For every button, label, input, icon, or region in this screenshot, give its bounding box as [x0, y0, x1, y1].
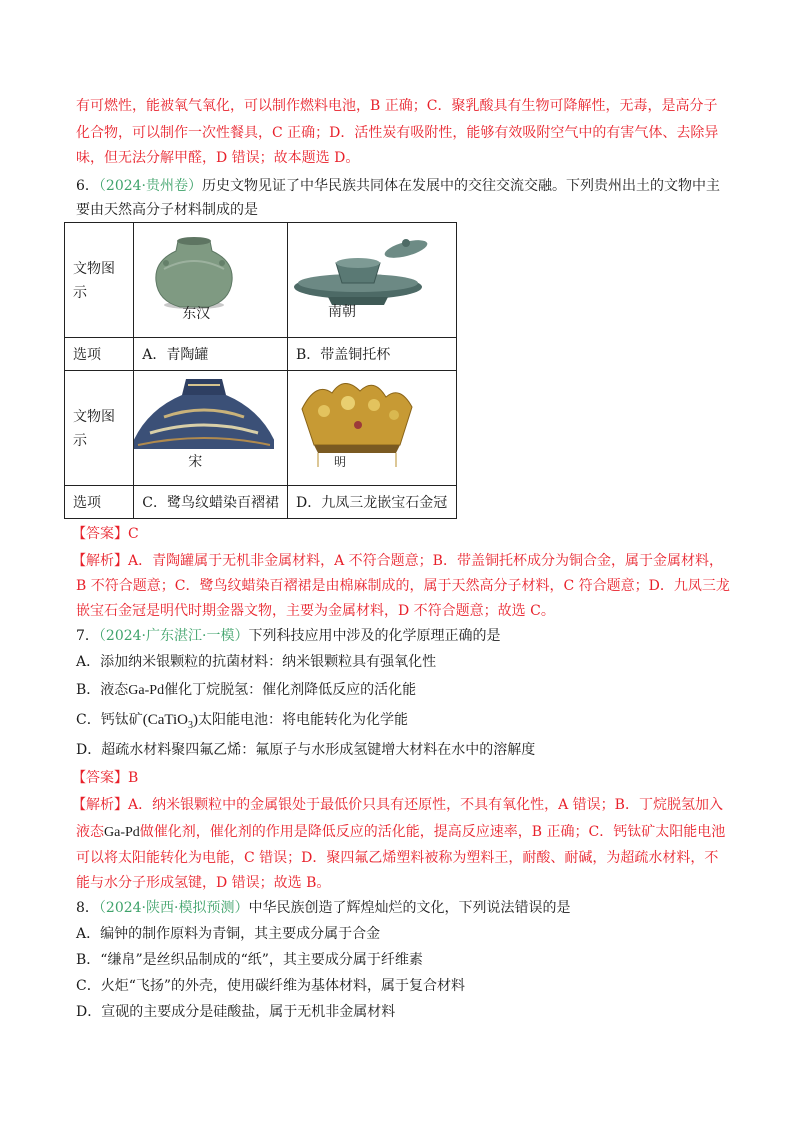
q6-image-label-cell-2: [65, 371, 134, 486]
q7-explanation-text-1: A．纳米银颗粒中的金属银处于最低价只具有还原性，不具有氧化性，A 错误；B．丁烷脱氢加入: [128, 797, 723, 813]
gold-crown-image: [288, 371, 456, 485]
q6-image-a-cell: [134, 223, 288, 338]
prev-explanation-line-3: 味，但无法分解甲醛，D 错误；故本题选 D。: [76, 150, 360, 166]
prev-explanation-line-1: 有可燃性，能被氧气氧化，可以制作燃料电池，B 正确；C．聚乳酸具有生物可降解性，无毒，是高分子: [76, 98, 718, 114]
q6-image-c-cell: [134, 371, 288, 486]
q8-source: （2024·陕西·模拟预测）: [98, 900, 249, 916]
q6-table-row-options-1: [65, 338, 457, 371]
q6-option-d: D．九凤三龙嵌宝石金冠: [288, 486, 457, 519]
q6-explanation-line-3: 嵌宝石金冠是明代时期金器文物，主要为金属材料，D 不符合题意；故选 C。: [76, 603, 555, 619]
q7-explanation-2-formula: Ga-Pd: [104, 825, 140, 840]
q8-number: 8．: [76, 900, 99, 916]
batik-skirt-image: [134, 371, 274, 485]
q7-option-c-post: 太阳能电池：将电能转化为化学能: [198, 712, 409, 728]
jar-ear-left: [163, 260, 169, 266]
q6-caption-c: 宋: [188, 454, 203, 470]
q7-explanation-2-pre: 液态: [76, 824, 104, 840]
q6-option-label-cell-2: 选项: [65, 486, 134, 519]
q6-explanation-text-1: A．青陶罐属于无机非金属材料，A 不符合题意；B．带盖铜托杯成分为铜合金，属于金属材料，: [128, 553, 723, 569]
q6-number: 6．: [76, 178, 99, 194]
q7-explanation-line-4: 能与水分子形成氢键，D 错误；故选 B。: [76, 875, 331, 891]
q7-option-b-formula: Ga-Pd: [128, 683, 165, 698]
q6-image-label-line-1: 文物图: [73, 261, 115, 277]
q8-option-d: D．宣砚的主要成分是硅酸盐，属于无机非金属材料: [76, 1004, 396, 1020]
q7-option-c-close: ): [193, 712, 199, 728]
crown-ornament-3: [368, 399, 380, 411]
q7-explanation-line-1: [72, 795, 722, 815]
q6-caption-b: 南朝: [328, 304, 356, 320]
q6-image-label-2-line-1: 文物图: [73, 409, 115, 425]
q6-table-row-images-1: [65, 223, 457, 338]
q6-option-b: B．带盖铜托杯: [288, 338, 457, 371]
q8-stem-text: 中华民族创造了辉煌灿烂的文化，下列说法错误的是: [248, 900, 571, 916]
q6-artifact-table: [64, 222, 457, 519]
q7-option-c-formula: (CaTiO: [142, 712, 189, 728]
q6-image-label-cell: [65, 223, 134, 338]
q6-image-label-2-line-2: 示: [73, 433, 87, 449]
q7-stem: [76, 626, 726, 646]
q7-option-c-subscript: 3: [188, 719, 194, 731]
q6-image-b-cell: [288, 223, 457, 338]
q7-option-a: A．添加纳米银颗粒的抗菌材料：纳米银颗粒具有强氧化性: [76, 654, 437, 670]
q7-answer: 【答案】B: [72, 770, 139, 786]
cup-lid-knob: [402, 239, 410, 247]
q8-option-c: C．火炬“飞扬”的外壳，使用碳纤维为基体材料，属于复合材料: [76, 978, 466, 994]
skirt-top: [182, 379, 226, 395]
q6-source: （2024·贵州卷）: [98, 178, 203, 194]
q8-option-a: A．编钟的制作原料为青铜，其主要成分属于合金: [76, 926, 381, 942]
q6-option-label-cell-1: 选项: [65, 338, 134, 371]
cup-rim: [336, 258, 380, 268]
q8-option-b: B．“缣帛”是丝织品制成的“纸”，其主要成分属于纤维素: [76, 952, 423, 968]
q6-stem-line-1: [76, 176, 726, 196]
q6-explanation-line-2: B 不符合题意；C．鹭鸟纹蜡染百褶裙是由棉麻制成的，属于天然高分子材料，C 符合题意；D．九凤三龙: [76, 578, 730, 594]
q8-stem: [76, 898, 726, 918]
q6-image-d-cell: [288, 371, 457, 486]
q6-option-a: A．青陶罐: [134, 338, 288, 371]
q7-option-b-pre: B．液态: [76, 682, 129, 698]
q6-image-label-line-2: 示: [73, 285, 87, 301]
q6-stem-text: 历史文物见证了中华民族共同体在发展中的交往交流交融。下列贵州出土的文物中主: [202, 178, 721, 194]
q6-option-c: C．鹭鸟纹蜡染百褶裙: [134, 486, 288, 519]
q6-explanation-line-1: [72, 551, 722, 571]
jar-body: [156, 241, 232, 307]
q6-explanation-tag: 【解析】: [72, 553, 128, 569]
crown-ornament-4: [389, 410, 399, 420]
prev-explanation-line-2: 化合物，可以制作一次性餐具，C 正确；D．活性炭有吸附性，能够有效吸附空气中的有害气体、去除异: [76, 125, 719, 141]
q6-answer: 【答案】C: [72, 526, 139, 542]
crown-ornament-2: [341, 396, 355, 410]
q7-option-b-post: 催化丁烷脱氢：催化剂降低反应的活化能: [164, 682, 417, 698]
q7-option-c: [76, 710, 726, 736]
crown-ornament-1: [318, 405, 330, 417]
jar-ear-right: [219, 260, 225, 266]
jar-mouth: [177, 237, 211, 245]
q7-number: 7．: [76, 628, 99, 644]
q6-table-row-options-2: [65, 486, 457, 519]
q7-stem-text: 下列科技应用中涉及的化学原理正确的是: [248, 628, 501, 644]
q7-source: （2024·广东湛江·一模）: [98, 628, 249, 644]
q7-explanation-2-post: 做催化剂，催化剂的作用是降低反应的活化能，提高反应速率，B 正确；C．钙钛矿太阳能电池: [139, 824, 726, 840]
q7-option-b: [76, 680, 726, 701]
q6-stem-line-2: 要由天然高分子材料制成的是: [76, 202, 258, 218]
q6-table-row-images-2: [65, 371, 457, 486]
q6-caption-a: 东汉: [182, 306, 211, 322]
crown-base: [314, 445, 400, 453]
bronze-cup-image: [288, 223, 456, 337]
q7-option-d: D．超疏水材料聚四氟乙烯：氟原子与水形成氢键增大材料在水中的溶解度: [76, 742, 536, 758]
q7-explanation-line-3: 可以将太阳能转化为电能，C 错误；D．聚四氟乙烯塑料被称为塑料王，耐酸、耐碱，为超疏水材料，不: [76, 850, 719, 866]
q7-explanation-line-2: [76, 822, 726, 843]
q7-explanation-tag: 【解析】: [72, 797, 128, 813]
q7-option-c-pre: C．钙钛矿: [76, 712, 143, 728]
crown-gem: [354, 421, 362, 429]
q6-caption-d: 明: [334, 455, 347, 469]
